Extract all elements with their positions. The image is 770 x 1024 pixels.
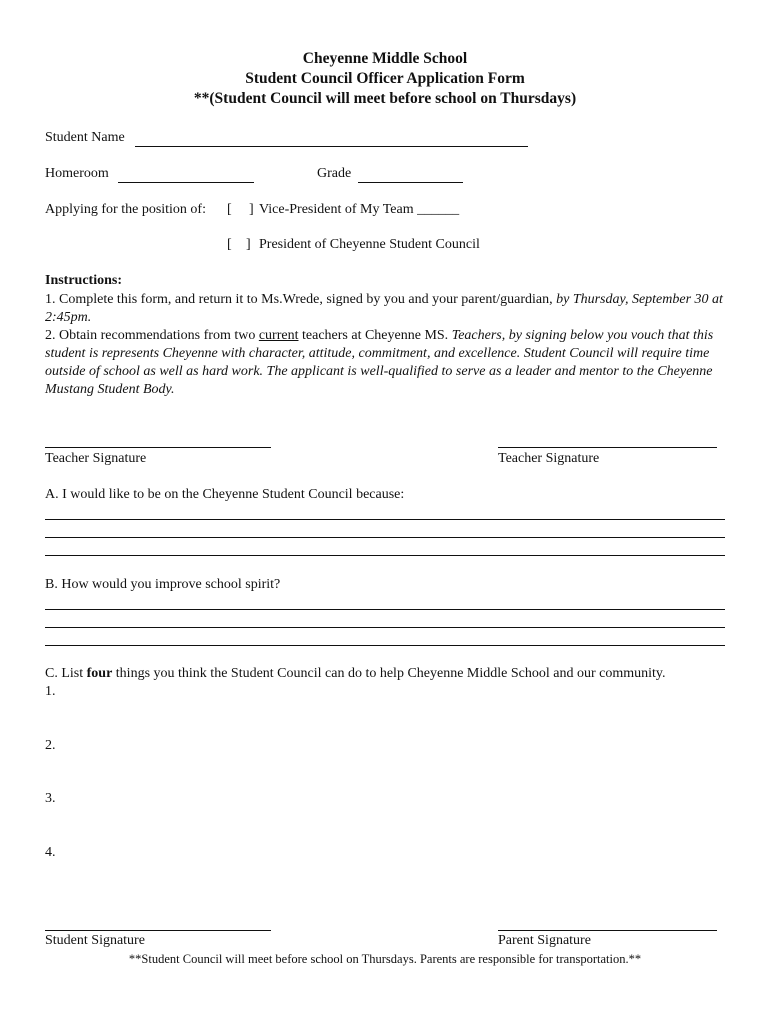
question-c: C. List four things you think the Student Council can do to help Cheyenne Middle School and our community.	[45, 666, 666, 681]
student-signature-line[interactable]	[45, 930, 271, 931]
school-name: Cheyenne Middle School	[302, 50, 468, 67]
vp-checkbox-close[interactable]: ]	[249, 202, 254, 217]
student-name-field[interactable]	[135, 146, 528, 147]
list-item: 3.	[45, 791, 56, 806]
parent-signature-label: Parent Signature	[498, 933, 591, 948]
answer-a-line[interactable]	[45, 537, 725, 538]
list-item: 4.	[45, 845, 56, 860]
teacher-signature-label-right: Teacher Signature	[498, 451, 600, 466]
answer-b-line[interactable]	[45, 609, 725, 610]
answer-b-line[interactable]	[45, 645, 725, 646]
president-checkbox-close[interactable]: ]	[246, 237, 251, 252]
option-vice-president: Vice-President of My Team ______	[259, 202, 460, 217]
list-item: 1.	[45, 684, 56, 699]
footer-note: **Student Council will meet before school on Thursdays. Parents are responsible for transportation.**	[128, 952, 642, 966]
grade-label: Grade	[317, 166, 352, 181]
question-b: B. How would you improve school spirit?	[45, 577, 281, 592]
homeroom-label: Homeroom	[45, 166, 109, 181]
president-checkbox-open[interactable]: [	[227, 237, 232, 252]
instruction-2: 2. Obtain recommendations from two current teachers at Cheyenne MS. Teachers, by signing below you vouch that this student is represents Cheyenne with character, attitude, commitment, and excellence. Student Council will require time outside of school as well as hard work. The applicant is well-qualified to serve as a leader and mentor to the Cheyenne Mustang Student Body.	[45, 328, 714, 397]
instruction-1: 1. Complete this form, and return it to Ms.Wrede, signed by you and your parent/guardian, by Thursday, September 30 at 2:45pm.	[45, 292, 723, 325]
question-a: A. I would like to be on the Cheyenne Student Council because:	[45, 487, 405, 502]
meeting-note: **(Student Council will meet before school on Thursdays)	[193, 90, 577, 107]
student-signature-label: Student Signature	[45, 933, 145, 948]
vp-checkbox-open[interactable]: [	[227, 202, 232, 217]
parent-signature-line[interactable]	[498, 930, 717, 931]
form-title: Student Council Officer Application Form	[245, 70, 525, 87]
answer-a-line[interactable]	[45, 519, 725, 520]
instructions-heading: Instructions:	[45, 273, 123, 288]
grade-field[interactable]	[358, 182, 463, 183]
list-item: 2.	[45, 738, 56, 753]
teacher-signature-line-right[interactable]	[498, 447, 717, 448]
answer-a-line[interactable]	[45, 555, 725, 556]
student-name-label: Student Name	[45, 130, 125, 145]
option-president: President of Cheyenne Student Council	[259, 237, 480, 252]
teacher-signature-line-left[interactable]	[45, 447, 271, 448]
homeroom-field[interactable]	[118, 182, 254, 183]
applying-label: Applying for the position of:	[45, 202, 206, 217]
teacher-signature-label-left: Teacher Signature	[45, 451, 147, 466]
answer-b-line[interactable]	[45, 627, 725, 628]
